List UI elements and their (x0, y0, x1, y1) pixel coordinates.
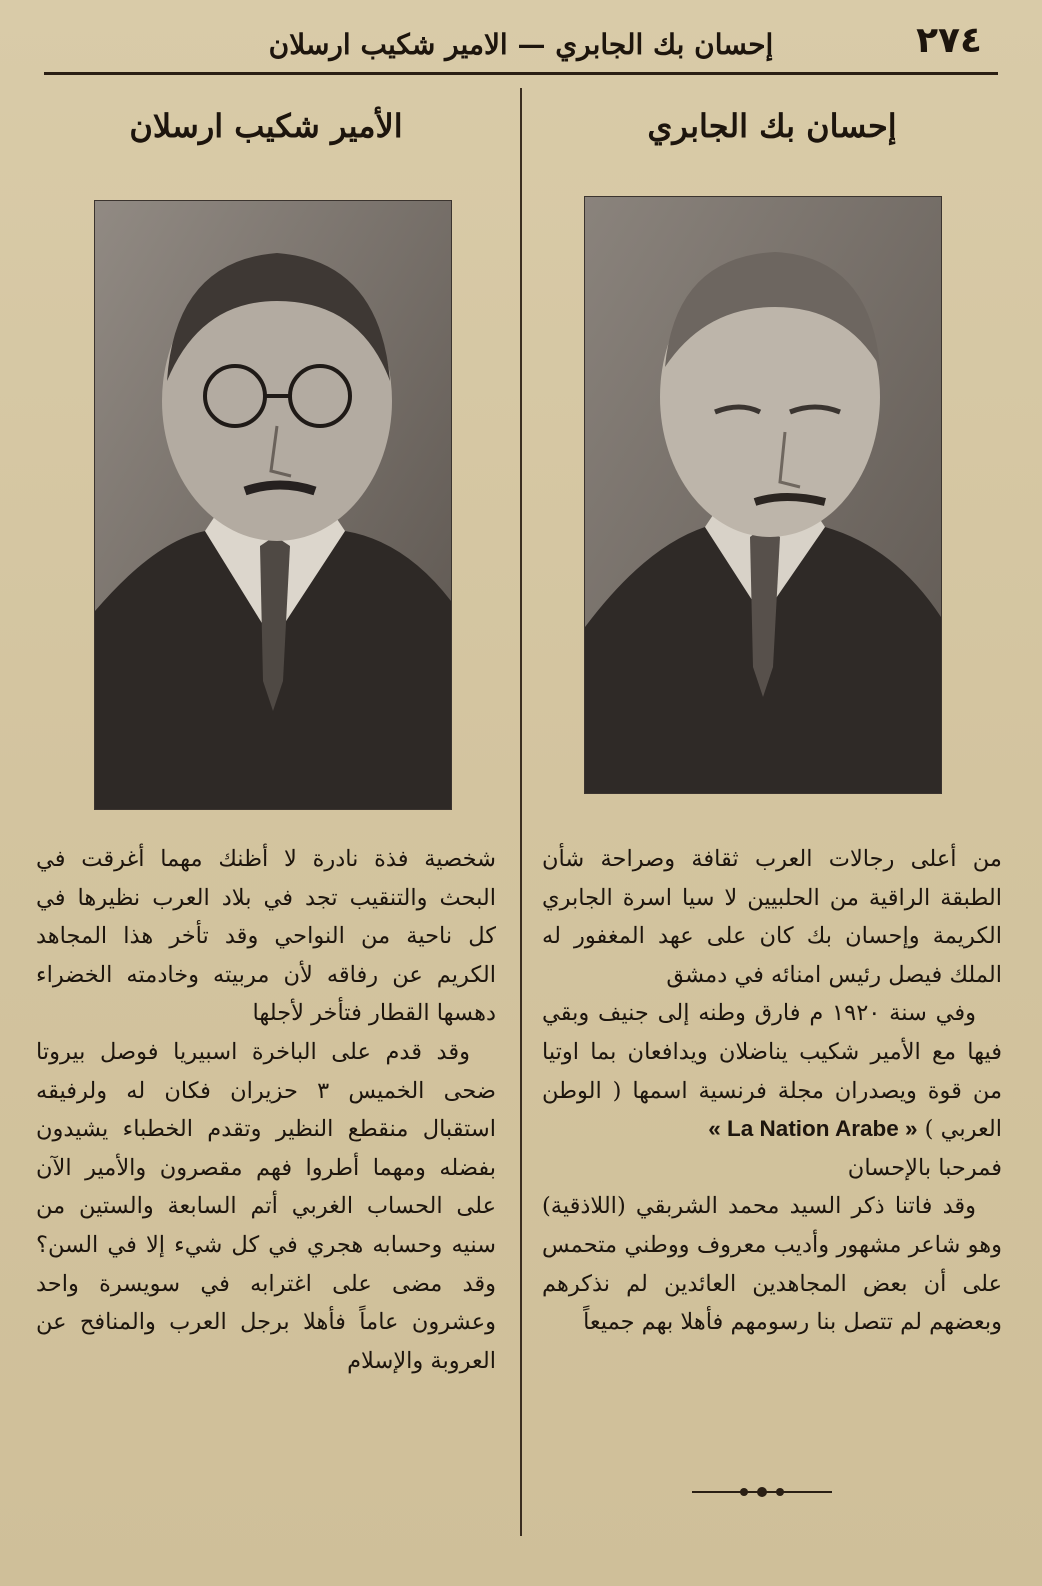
header-rule (44, 72, 998, 75)
la-nation-arabe-title: « La Nation Arabe » (708, 1116, 918, 1142)
left-column (36, 88, 496, 1546)
ihsan-paragraph-2 (542, 994, 1002, 1148)
page-number: ٢٧٤ (916, 20, 982, 61)
end-ornament (692, 1482, 832, 1502)
left-column-text (36, 840, 496, 1380)
right-column-text (542, 840, 1002, 1342)
ihsan-paragraph-3: فمرحبا بالإحسان (847, 1154, 1002, 1181)
right-column (542, 88, 1002, 1546)
column-divider (520, 88, 522, 1536)
shakib-paragraph-1: شخصية فذة نادرة لا أظنك مهما أغرقت في البحث والتنقيب تجد في بلاد العرب نظيرها في كل ناحية من النواحي وقد تأخر هذا المجاهد الكريم عن رفاقه لأن مربيته وخادمته الخضراء دهسها القطار فتأخر لأجلها (36, 846, 496, 1027)
ihsan-paragraph-4: وقد فاتنا ذكر السيد محمد الشربقي (اللاذقية) وهو شاعر مشهور وأديب معروف ووطني متحمس على أن بعض المجاهدين العائدين لم نذكرهم وبعضهم لم تتصل بنا رسومهم فأهلا بهم جميعاً (542, 1193, 1002, 1336)
shakib-paragraph-2: وقد قدم على الباخرة اسبيريا فوصل بيروتا ضحى الخميس ٣ حزيران فكان له ولرفيقه استقبال منقطع النظير وتقدم الخطباء يشيدون بفضله ومهما أطروا فهم مقصرون والأمير الآن على الحساب الغربي أتم السابعة والستين من سنيه وحسابه هجري في كل شيء إلا في السن؟ وقد مضى على اغترابه في سويسرة واحد وعشرون عاماً فأهلا برجل العرب والمنافح عن العروبة والإسلام (36, 1038, 496, 1374)
ihsan-paragraph-2-text: وفي سنة ١٩٢٠ م فارق وطنه إلى جنيف وبقي فيها مع الأمير شكيب يناضلان ويدافعان بما اوتيا من قوة ويصدران مجلة فرنسية اسمها ( الوطن العربي ) (542, 1000, 1002, 1143)
running-title: إحسان بك الجابري — الامير شكيب ارسلان (268, 28, 774, 61)
page-header (40, 14, 1002, 70)
portrait-ihsan-drawing (585, 197, 941, 793)
portrait-ihsan-jabiri (584, 196, 942, 794)
portrait-shakib-arslan (94, 200, 452, 810)
right-column-title: إحسان بك الجابري (647, 107, 897, 145)
ihsan-paragraph-1: من أعلى رجالات العرب ثقافة وصراحة شأن الطبقة الراقية من الحلبيين لا سيا اسرة الجابري الكريمة وإحسان بك كان على عهد المغفور له الملك فيصل رئيس امنائه في دمشق (542, 846, 1002, 988)
left-column-title: الأمير شكيب ارسلان (129, 107, 403, 145)
portrait-shakib-drawing (95, 201, 451, 809)
